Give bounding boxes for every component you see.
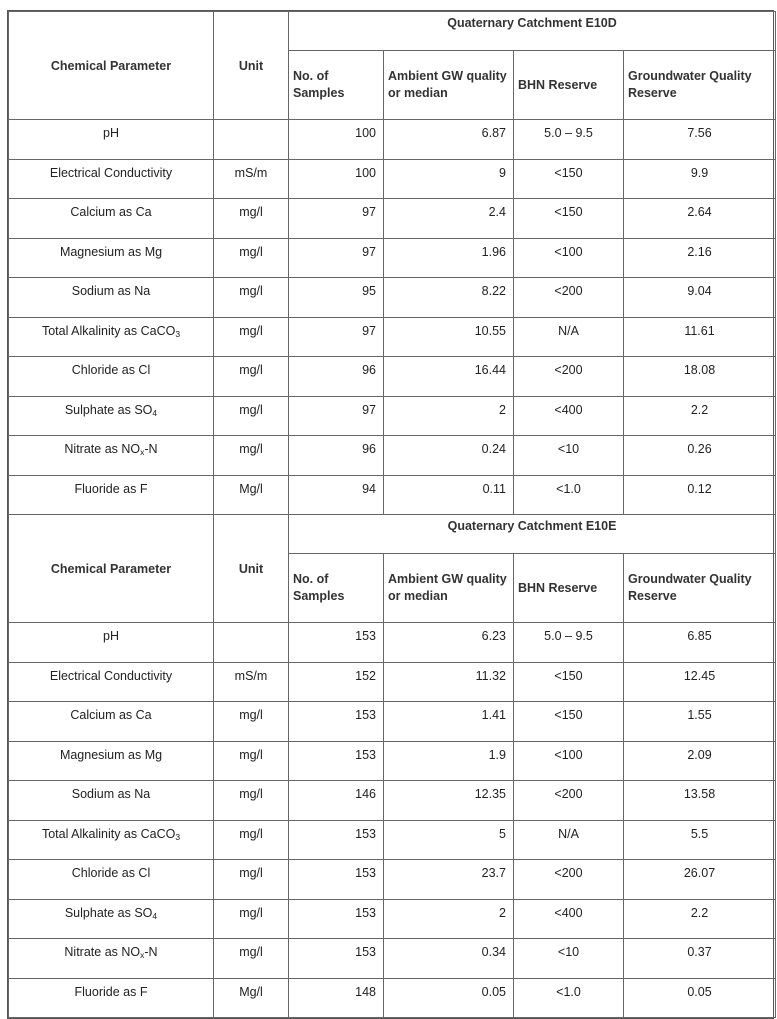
- parameter-cell: [9, 702, 214, 742]
- table-row: [9, 623, 776, 663]
- gw-quality-reserve-cell: 2.2: [624, 899, 776, 939]
- parameter-name: Calcium as Ca: [70, 205, 152, 219]
- unit-cell: mg/l: [214, 741, 289, 781]
- samples-cell: 97: [289, 238, 384, 278]
- parameter-name: pH: [103, 126, 119, 140]
- table-row: [9, 199, 776, 239]
- bhn-reserve-cell: <150: [514, 662, 624, 702]
- gw-quality-reserve-cell: 2.64: [624, 199, 776, 239]
- ambient-cell: 1.9: [384, 741, 514, 781]
- samples-cell: 153: [289, 702, 384, 742]
- parameter-name: Sulphate as SO: [64, 402, 153, 417]
- gw-quality-reserve-cell: 13.58: [624, 781, 776, 821]
- bhn-reserve-cell: <200: [514, 781, 624, 821]
- unit-cell: mS/m: [214, 662, 289, 702]
- ambient-cell: 0.34: [384, 939, 514, 979]
- samples-cell: 100: [289, 159, 384, 199]
- bhn-reserve-cell: <400: [514, 899, 624, 939]
- bhn-reserve-cell: <100: [514, 238, 624, 278]
- parameter-name: Calcium as Ca: [70, 708, 152, 722]
- parameter-cell: [9, 317, 214, 357]
- parameter-name: Electrical Conductivity: [49, 165, 173, 180]
- parameter-name: Nitrate as NO: [64, 442, 141, 456]
- parameter-cell: [9, 120, 214, 160]
- table-row: [9, 820, 776, 860]
- unit-cell: mg/l: [214, 357, 289, 397]
- parameter-cell: [9, 860, 214, 900]
- parameter-cell: [9, 436, 214, 476]
- table-row: [9, 939, 776, 979]
- samples-cell: 153: [289, 939, 384, 979]
- unit-cell: mS/m: [214, 159, 289, 199]
- column-header-gw-quality-reserve: Groundwater Quality Reserve: [624, 51, 776, 120]
- parameter-subscript: 4: [152, 407, 158, 418]
- ambient-cell: 5: [384, 820, 514, 860]
- parameter-cell: [9, 978, 214, 1018]
- table-row: [9, 396, 776, 436]
- bhn-reserve-cell: 5.0 – 9.5: [514, 623, 624, 663]
- unit-cell: [214, 623, 289, 663]
- unit-cell: Mg/l: [214, 475, 289, 515]
- parameter-subscript: 3: [175, 328, 181, 339]
- bhn-reserve-cell: <150: [514, 199, 624, 239]
- unit-cell: mg/l: [214, 238, 289, 278]
- bhn-reserve-cell: <1.0: [514, 475, 624, 515]
- parameter-cell: [9, 899, 214, 939]
- parameter-name: Fluoride as F: [74, 481, 148, 496]
- table-row: [9, 860, 776, 900]
- parameter-name: Nitrate as NO: [64, 945, 141, 959]
- ambient-cell: 6.87: [384, 120, 514, 160]
- parameter-cell: [9, 475, 214, 515]
- column-header-bhn-reserve: BHN Reserve: [514, 554, 624, 623]
- unit-cell: mg/l: [214, 820, 289, 860]
- parameter-cell: [9, 278, 214, 318]
- bhn-reserve-cell: <150: [514, 159, 624, 199]
- samples-cell: 97: [289, 199, 384, 239]
- gw-quality-reserve-cell: 1.55: [624, 702, 776, 742]
- table-row: [9, 436, 776, 476]
- bhn-reserve-cell: 5.0 – 9.5: [514, 120, 624, 160]
- water-quality-table: [8, 11, 776, 1018]
- parameter-cell: [9, 939, 214, 979]
- parameter-name: Chloride as Cl: [71, 363, 151, 377]
- unit-cell: mg/l: [214, 899, 289, 939]
- parameter-name: Magnesium as Mg: [59, 747, 163, 762]
- unit-cell: mg/l: [214, 939, 289, 979]
- table-row: [9, 662, 776, 702]
- bhn-reserve-cell: N/A: [514, 317, 624, 357]
- gw-quality-reserve-cell: 26.07: [624, 860, 776, 900]
- catchment-title: Quaternary Catchment E10E: [289, 515, 776, 554]
- column-header-ambient: Ambient GW quality or median: [384, 554, 514, 623]
- samples-cell: 146: [289, 781, 384, 821]
- parameter-cell: [9, 662, 214, 702]
- ambient-cell: 0.24: [384, 436, 514, 476]
- parameter-suffix: -N: [144, 945, 158, 959]
- unit-cell: [214, 120, 289, 160]
- gw-quality-reserve-cell: 5.5: [624, 820, 776, 860]
- unit-cell: mg/l: [214, 396, 289, 436]
- gw-quality-reserve-cell: 9.9: [624, 159, 776, 199]
- gw-quality-reserve-cell: 2.2: [624, 396, 776, 436]
- gw-quality-reserve-cell: 11.61: [624, 317, 776, 357]
- ambient-cell: 6.23: [384, 623, 514, 663]
- unit-cell: mg/l: [214, 278, 289, 318]
- parameter-cell: [9, 396, 214, 436]
- parameter-cell: [9, 781, 214, 821]
- parameter-subscript: 3: [175, 831, 181, 842]
- samples-cell: 153: [289, 899, 384, 939]
- unit-cell: mg/l: [214, 702, 289, 742]
- samples-cell: 153: [289, 741, 384, 781]
- gw-quality-reserve-cell: 6.85: [624, 623, 776, 663]
- gw-quality-reserve-cell: 0.12: [624, 475, 776, 515]
- column-header-bhn-reserve: BHN Reserve: [514, 51, 624, 120]
- ambient-cell: 8.22: [384, 278, 514, 318]
- bhn-reserve-cell: <10: [514, 939, 624, 979]
- parameter-cell: [9, 623, 214, 663]
- parameter-name: Magnesium as Mg: [59, 244, 163, 259]
- unit-cell: mg/l: [214, 781, 289, 821]
- column-header-parameter: Chemical Parameter: [9, 12, 214, 120]
- parameter-name: Sodium as Na: [71, 284, 151, 298]
- parameter-cell: [9, 159, 214, 199]
- column-header-unit: Unit: [214, 515, 289, 623]
- parameter-name: Sulphate as SO: [64, 905, 153, 920]
- column-header-parameter: Chemical Parameter: [9, 515, 214, 623]
- samples-cell: 152: [289, 662, 384, 702]
- samples-cell: 153: [289, 820, 384, 860]
- ambient-cell: 2: [384, 396, 514, 436]
- gw-quality-reserve-cell: 9.04: [624, 278, 776, 318]
- gw-quality-reserve-cell: 12.45: [624, 662, 776, 702]
- bhn-reserve-cell: <200: [514, 278, 624, 318]
- samples-cell: 95: [289, 278, 384, 318]
- gw-quality-reserve-cell: 0.26: [624, 436, 776, 476]
- samples-cell: 153: [289, 860, 384, 900]
- column-header-gw-quality-reserve: Groundwater Quality Reserve: [624, 554, 776, 623]
- unit-cell: mg/l: [214, 436, 289, 476]
- gw-quality-reserve-cell: 18.08: [624, 357, 776, 397]
- ambient-cell: 10.55: [384, 317, 514, 357]
- samples-cell: 94: [289, 475, 384, 515]
- parameter-suffix: -N: [144, 442, 158, 456]
- samples-cell: 97: [289, 317, 384, 357]
- table-row: [9, 120, 776, 160]
- unit-cell: mg/l: [214, 199, 289, 239]
- table-row: [9, 978, 776, 1018]
- ambient-cell: 1.41: [384, 702, 514, 742]
- parameter-cell: [9, 741, 214, 781]
- samples-cell: 100: [289, 120, 384, 160]
- unit-cell: mg/l: [214, 860, 289, 900]
- column-header-samples: No. of Samples: [289, 554, 384, 623]
- water-quality-table-sheet: [7, 10, 774, 1019]
- parameter-subscript: x: [140, 950, 145, 960]
- unit-cell: Mg/l: [214, 978, 289, 1018]
- column-header-unit: Unit: [214, 12, 289, 120]
- gw-quality-reserve-cell: 0.05: [624, 978, 776, 1018]
- table-row: [9, 475, 776, 515]
- ambient-cell: 1.96: [384, 238, 514, 278]
- bhn-reserve-cell: N/A: [514, 820, 624, 860]
- bhn-reserve-cell: <200: [514, 357, 624, 397]
- ambient-cell: 16.44: [384, 357, 514, 397]
- bhn-reserve-cell: <400: [514, 396, 624, 436]
- table-row: [9, 781, 776, 821]
- ambient-cell: 0.11: [384, 475, 514, 515]
- gw-quality-reserve-cell: 2.16: [624, 238, 776, 278]
- column-header-ambient: Ambient GW quality or median: [384, 51, 514, 120]
- samples-cell: 148: [289, 978, 384, 1018]
- table-row: [9, 159, 776, 199]
- header-row-catchment: [9, 12, 776, 51]
- bhn-reserve-cell: <10: [514, 436, 624, 476]
- parameter-name: Total Alkalinity as CaCO: [41, 826, 176, 841]
- samples-cell: 97: [289, 396, 384, 436]
- ambient-cell: 12.35: [384, 781, 514, 821]
- parameter-cell: [9, 238, 214, 278]
- ambient-cell: 0.05: [384, 978, 514, 1018]
- bhn-reserve-cell: <200: [514, 860, 624, 900]
- parameter-name: Electrical Conductivity: [49, 668, 173, 683]
- samples-cell: 153: [289, 623, 384, 663]
- gw-quality-reserve-cell: 7.56: [624, 120, 776, 160]
- table-row: [9, 317, 776, 357]
- parameter-name: Fluoride as F: [74, 984, 148, 999]
- parameter-cell: [9, 199, 214, 239]
- parameter-name: pH: [103, 629, 119, 643]
- bhn-reserve-cell: <1.0: [514, 978, 624, 1018]
- samples-cell: 96: [289, 436, 384, 476]
- ambient-cell: 23.7: [384, 860, 514, 900]
- table-row: [9, 278, 776, 318]
- gw-quality-reserve-cell: 2.09: [624, 741, 776, 781]
- gw-quality-reserve-cell: 0.37: [624, 939, 776, 979]
- table-row: [9, 899, 776, 939]
- catchment-title: Quaternary Catchment E10D: [289, 12, 776, 51]
- samples-cell: 96: [289, 357, 384, 397]
- table-row: [9, 741, 776, 781]
- ambient-cell: 11.32: [384, 662, 514, 702]
- ambient-cell: 2: [384, 899, 514, 939]
- ambient-cell: 9: [384, 159, 514, 199]
- bhn-reserve-cell: <100: [514, 741, 624, 781]
- parameter-subscript: 4: [152, 910, 158, 921]
- ambient-cell: 2.4: [384, 199, 514, 239]
- table-row: [9, 357, 776, 397]
- parameter-cell: [9, 820, 214, 860]
- table-row: [9, 238, 776, 278]
- parameter-name: Total Alkalinity as CaCO: [41, 323, 176, 338]
- unit-cell: mg/l: [214, 317, 289, 357]
- parameter-name: Chloride as Cl: [71, 866, 151, 880]
- parameter-cell: [9, 357, 214, 397]
- bhn-reserve-cell: <150: [514, 702, 624, 742]
- parameter-name: Sodium as Na: [71, 787, 151, 801]
- column-header-samples: No. of Samples: [289, 51, 384, 120]
- table-row: [9, 702, 776, 742]
- header-row-catchment: [9, 515, 776, 554]
- parameter-subscript: x: [140, 447, 145, 457]
